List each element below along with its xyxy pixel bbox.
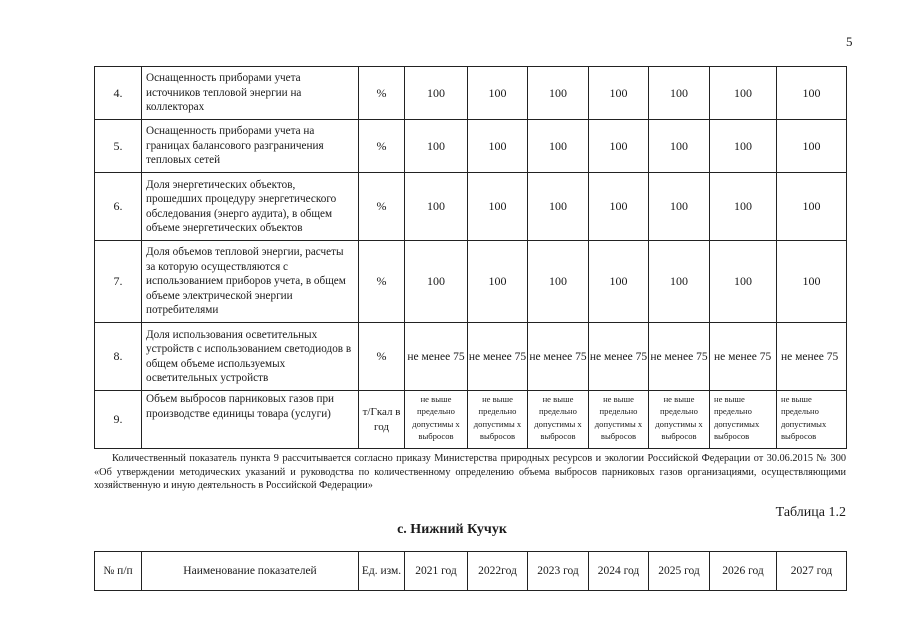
value-cell: не выше предельно допустимых выбросов: [710, 391, 777, 449]
column-header: 2026 год: [710, 552, 777, 591]
column-header: № п/п: [95, 552, 142, 591]
value-cell: 100: [405, 173, 468, 241]
footnote-paragraph: Количественный показатель пункта 9 рассчитывается согласно приказу Министерства природных ресурсов и экологии Российской Федерации от 30.06.2015 № 300 «Об утверждении методических указаний и руководства по количественному определению объема выбросов парниковых газов организациями, осуществляющими хозяйственную и иную деятельность в Российской Федерации»: [94, 453, 846, 492]
column-header: 2023 год: [528, 552, 589, 591]
column-header: 2024 год: [589, 552, 649, 591]
value-cell: не менее 75: [710, 323, 777, 391]
value-cell: не выше предельно допустимы х выбросов: [468, 391, 528, 449]
table-row: [95, 173, 847, 241]
column-header: Ед. изм.: [359, 552, 405, 591]
table-row: [95, 120, 847, 173]
value-cell: 100: [710, 120, 777, 173]
value-cell: не менее 75: [468, 323, 528, 391]
value-cell: 100: [649, 120, 710, 173]
value-cell: 100: [710, 173, 777, 241]
indicator-name: Оснащенность приборами учета на границах балансового разграничения тепловых сетей: [142, 120, 359, 173]
value-cell: не менее 75: [589, 323, 649, 391]
value-cell: 100: [405, 241, 468, 323]
unit-cell: %: [359, 173, 405, 241]
value-cell: 100: [649, 173, 710, 241]
indicator-name: Доля использования осветительных устройств с использованием светодиодов в общем объеме используемых осветительных устройств: [142, 323, 359, 391]
indicator-name: Доля объемов тепловой энергии, расчеты за которую осуществляются с использованием приборов учета, в общем объеме электрической энергии потребителями: [142, 241, 359, 323]
page-number: 5: [846, 34, 853, 49]
value-cell: 100: [468, 67, 528, 120]
indicator-name: Доля энергетических объектов, прошедших процедуру энергетического обследования (энерго аудита), в общем объеме энергетических объектов: [142, 173, 359, 241]
value-cell: 100: [468, 173, 528, 241]
value-cell: не менее 75: [528, 323, 589, 391]
value-cell: 100: [777, 173, 847, 241]
value-cell: 100: [528, 67, 589, 120]
value-cell: не менее 75: [649, 323, 710, 391]
column-header: Наименование показателей: [142, 552, 359, 591]
value-cell: 100: [777, 120, 847, 173]
value-cell: не менее 75: [405, 323, 468, 391]
table-row: [95, 241, 847, 323]
table-header-row: [95, 552, 847, 591]
value-cell: 100: [468, 241, 528, 323]
value-cell: 100: [710, 67, 777, 120]
value-cell: не выше предельно допустимы х выбросов: [528, 391, 589, 449]
unit-cell: %: [359, 120, 405, 173]
value-cell: 100: [468, 120, 528, 173]
row-number: 6.: [95, 173, 142, 241]
indicator-name: Объем выбросов парниковых газов при производстве единицы товара (услуги): [142, 391, 359, 449]
header-table: [94, 551, 847, 591]
table-row: [95, 323, 847, 391]
value-cell: не выше предельно допустимы х выбросов: [649, 391, 710, 449]
value-cell: 100: [405, 67, 468, 120]
value-cell: 100: [528, 173, 589, 241]
value-cell: 100: [649, 67, 710, 120]
unit-cell: %: [359, 323, 405, 391]
row-number: 9.: [95, 391, 142, 449]
column-header: 2027 год: [777, 552, 847, 591]
value-cell: не выше предельно допустимы х выбросов: [405, 391, 468, 449]
value-cell: 100: [777, 241, 847, 323]
table-caption: Таблица 1.2: [775, 505, 846, 520]
value-cell: 100: [710, 241, 777, 323]
value-cell: не выше предельно допустимы х выбросов: [589, 391, 649, 449]
value-cell: не менее 75: [777, 323, 847, 391]
unit-cell: %: [359, 241, 405, 323]
value-cell: 100: [528, 120, 589, 173]
table-row: [95, 391, 847, 449]
indicator-name: Оснащенность приборами учета источников тепловой энергии на коллекторах: [142, 67, 359, 120]
value-cell: 100: [589, 120, 649, 173]
row-number: 5.: [95, 120, 142, 173]
indicators-table: [94, 66, 847, 449]
value-cell: 100: [649, 241, 710, 323]
row-number: 4.: [95, 67, 142, 120]
value-cell: 100: [589, 67, 649, 120]
value-cell: 100: [528, 241, 589, 323]
column-header: 2022год: [468, 552, 528, 591]
table-row: [95, 67, 847, 120]
column-header: 2025 год: [649, 552, 710, 591]
section-title: с. Нижний Кучук: [397, 522, 507, 537]
value-cell: 100: [405, 120, 468, 173]
value-cell: не выше предельно допустимых выбросов: [777, 391, 847, 449]
column-header: 2021 год: [405, 552, 468, 591]
row-number: 8.: [95, 323, 142, 391]
value-cell: 100: [589, 241, 649, 323]
value-cell: 100: [777, 67, 847, 120]
unit-cell: т/Гкал в год: [359, 391, 405, 449]
row-number: 7.: [95, 241, 142, 323]
value-cell: 100: [589, 173, 649, 241]
unit-cell: %: [359, 67, 405, 120]
